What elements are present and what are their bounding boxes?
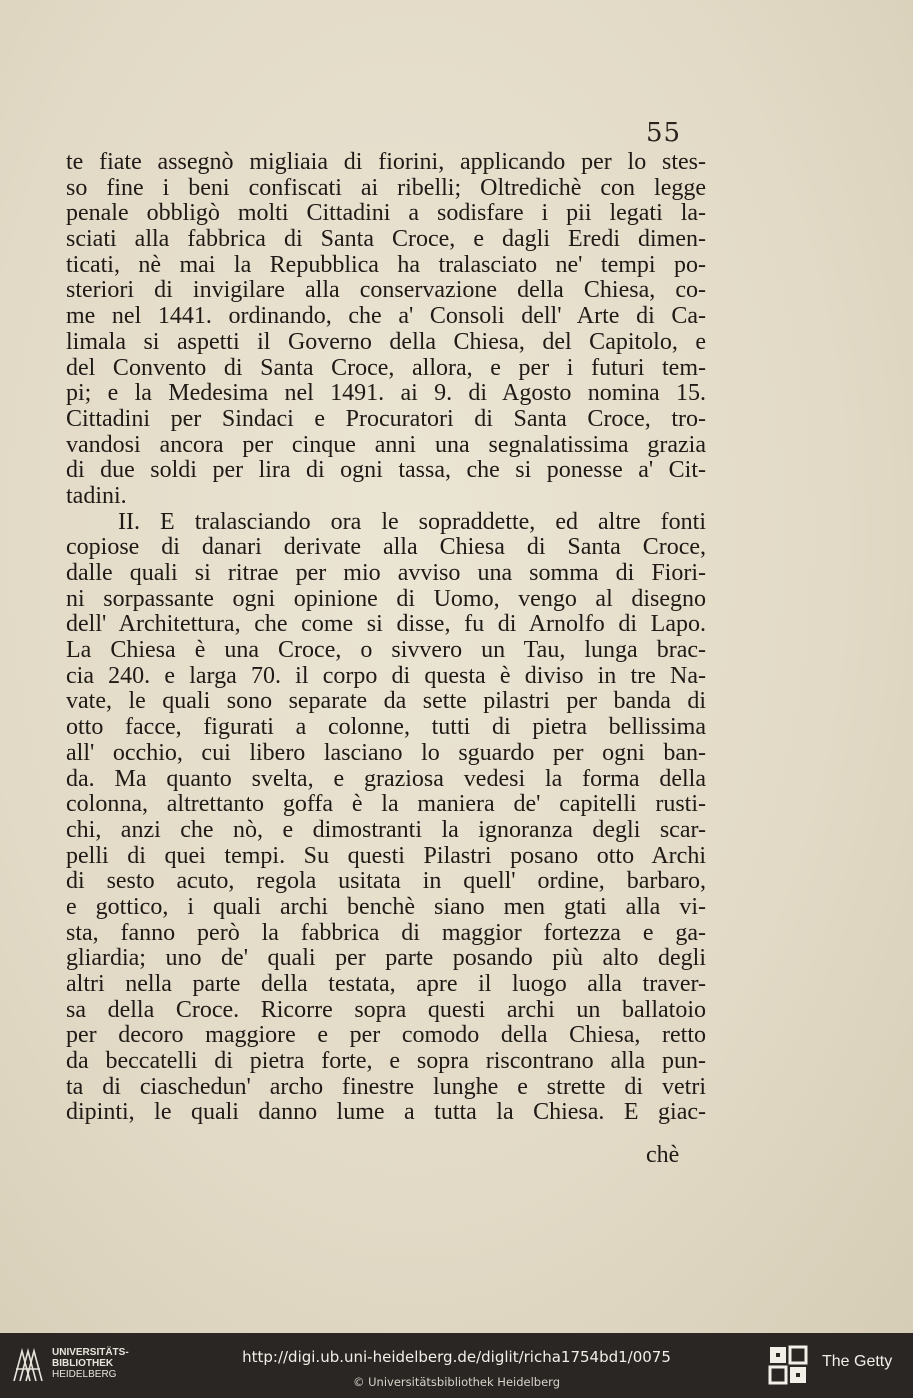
text-line: colonna, altrettanto goffa è la maniera de' capitelli rusti- [66, 791, 706, 818]
text-line: di sesto acuto, regola usitata in quell' ordine, barbaro, [66, 868, 706, 895]
text-line: vandosi ancora per cinque anni una segnalatissima grazia [66, 431, 706, 458]
text-line: vate, le quali sono separate da sette pilastri per banda di [66, 688, 706, 715]
text-line: Cittadini per Sindaci e Procuratori di Santa Croce, tro- [66, 405, 706, 432]
catchword: chè [646, 1142, 680, 1168]
text-line: pi; e la Medesima nel 1491. ai 9. di Agosto nomina 15. [66, 380, 706, 407]
text-line: del Convento di Santa Croce, allora, e per i futuri tem- [66, 354, 706, 381]
viewer-footer [0, 1333, 913, 1398]
text-line: altri nella parte della testata, apre il luogo alla traver- [66, 971, 706, 997]
text-line: so fine i beni confiscati ai ribelli; Oltredichè con legge [66, 174, 706, 201]
text-line: dalle quali si ritrae per mio avviso una somma di Fiori- [66, 560, 706, 586]
text-line: II. E tralasciando ora le sopraddette, ed altre fonti [118, 508, 706, 535]
text-line: ticati, nè mai la Repubblica ha tralasciato ne' tempi po- [66, 251, 706, 278]
text-line: tadini. [66, 482, 127, 509]
text-line: me nel 1441. ordinando, che a' Consoli dell' Arte di Ca- [66, 303, 706, 330]
text-line: chi, anzi che nò, e dimostranti la ignoranza degli scar- [66, 816, 706, 843]
text-line: limala si aspetti il Governo della Chiesa, del Capitolo, e [66, 328, 706, 355]
text-line: da beccatelli di pietra forte, e sopra riscontrano alla pun- [66, 1048, 706, 1075]
library-name-line3: HEIDELBERG [52, 1369, 117, 1380]
text-line: otto facce, figurati a colonne, tutti di pietra bellissima [66, 714, 706, 741]
text-line: di due soldi per lira di ogni tassa, che si ponesse a' Cit- [66, 457, 706, 484]
text-line: sta, fanno però la fabbrica di maggior fortezza e ga- [66, 919, 706, 946]
text-line: te fiate assegnò migliaia di fiorini, applicando per lo stes- [66, 149, 706, 175]
getty-name: The Getty [822, 1353, 893, 1370]
library-name-line2: BIBLIOTHEK [52, 1358, 114, 1369]
text-line: ta di ciaschedun' archo finestre lunghe e strette di vetri [66, 1073, 706, 1100]
getty-logo-icon[interactable] [768, 1345, 808, 1385]
body-text [66, 150, 706, 1126]
text-line: copiose di danari derivate alla Chiesa di Santa Croce, [66, 534, 706, 561]
text-line: all' occhio, cui libero lasciano lo sguardo per ogni ban- [66, 739, 706, 766]
text-line: pelli di quei tempi. Su questi Pilastri posano otto Archi [66, 842, 706, 869]
text-line: e gottico, i quali archi benchè siano men gtati alla vi- [66, 893, 706, 920]
text-line: steriori di invigilare alla conservazione della Chiesa, co- [66, 277, 706, 304]
text-line: cia 240. e larga 70. il corpo di questa è diviso in tre Na- [66, 662, 706, 689]
permalink-url[interactable]: http://digi.ub.uni-heidelberg.de/diglit/richa1754bd1/0075 [242, 1348, 671, 1366]
text-line: per decoro maggiore e per comodo della Chiesa, retto [66, 1022, 706, 1049]
text-line: ni sorpassante ogni opinione di Uomo, vengo al disegno [66, 585, 706, 612]
text-line: penale obbligò molti Cittadini a sodisfare i pii legati la- [66, 200, 706, 227]
text-line: dell' Architettura, che come si disse, fu di Arnolfo di Lapo. [66, 611, 706, 638]
text-line: La Chiesa è una Croce, o sivvero un Tau, lunga brac- [66, 637, 706, 664]
text-line: dipinti, le quali danno lume a tutta la Chiesa. E giac- [66, 1099, 706, 1126]
copyright-notice: © Universitätsbibliothek Heidelberg [352, 1375, 560, 1389]
text-line: sa della Croce. Ricorre sopra questi archi un ballatoio [66, 996, 706, 1023]
text-line: sciati alla fabbrica di Santa Croce, e dagli Eredi dimen- [66, 226, 706, 253]
text-line: gliardia; uno de' quali per parte posando più alto degli [66, 945, 706, 972]
text-line: da. Ma quanto svelta, e graziosa vedesi la forma della [66, 765, 706, 792]
library-name-line1: UNIVERSITÄTS- [52, 1347, 129, 1358]
page-number: 55 [646, 118, 682, 148]
